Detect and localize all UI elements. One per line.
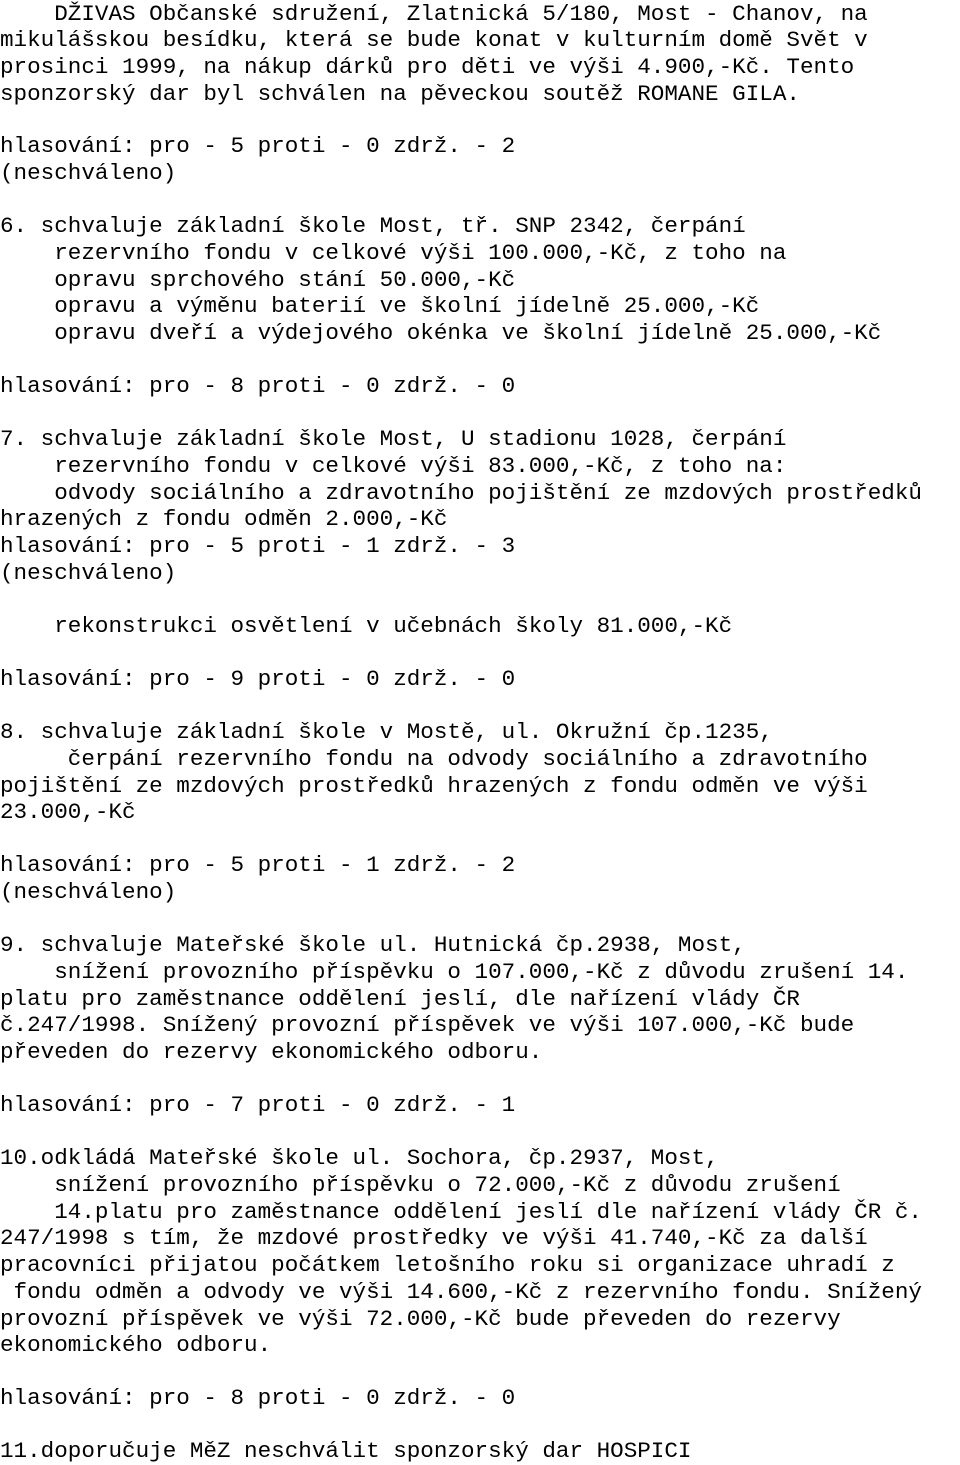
text-line: provozní příspěvek ve výši 72.000,-Kč bude převeden do rezervy xyxy=(0,1306,841,1332)
text-line: snížení provozního příspěvku o 107.000,-Kč z důvodu zrušení 14. xyxy=(0,959,909,985)
text-line: ekonomického odboru. xyxy=(0,1332,272,1358)
vote-line: hlasování: pro - 5 proti - 1 zdrž. - 2 xyxy=(0,852,516,878)
text-line: prosinci 1999, na nákup dárků pro děti ve výši 4.900,-Kč. Tento xyxy=(0,54,855,80)
text-line: opravu sprchového stání 50.000,-Kč xyxy=(0,267,516,293)
item-heading: 7. schvaluje základní škole Most, U stadionu 1028, čerpání xyxy=(0,426,787,452)
vote-line: hlasování: pro - 8 proti - 0 zdrž. - 0 xyxy=(0,373,516,399)
text-line: fondu odměn a odvody ve výši 14.600,-Kč z rezervního fondu. Snížený xyxy=(0,1279,922,1305)
vote-line: hlasování: pro - 7 proti - 0 zdrž. - 1 xyxy=(0,1092,516,1118)
item-heading: 11.doporučuje MěZ neschválit sponzorský dar HOSPICI xyxy=(0,1438,692,1464)
text-line: rezervního fondu v celkové výši 83.000,-Kč, z toho na: xyxy=(0,453,787,479)
text-line: 14.platu pro zaměstnance oddělení jeslí dle nařízení vlády ČR č. xyxy=(0,1199,922,1225)
text-line: odvody sociálního a zdravotního pojištění ze mzdových prostředků xyxy=(0,480,922,506)
vote-line: hlasování: pro - 5 proti - 0 zdrž. - 2 xyxy=(0,133,516,159)
text-line: platu pro zaměstnance oddělení jeslí, dle nařízení vlády ČR xyxy=(0,986,800,1012)
text-line: 23.000,-Kč xyxy=(0,799,136,825)
text-line: 247/1998 s tím, že mzdové prostředky ve výši 41.740,-Kč za další xyxy=(0,1225,868,1251)
text-line: pojištění ze mzdových prostředků hrazených z fondu odměn ve výši xyxy=(0,773,868,799)
item-heading: 8. schvaluje základní škole v Mostě, ul. Okružní čp.1235, xyxy=(0,719,773,745)
item-heading: 6. schvaluje základní škole Most, tř. SNP 2342, čerpání xyxy=(0,213,746,239)
vote-line: hlasování: pro - 8 proti - 0 zdrž. - 0 xyxy=(0,1385,516,1411)
text-line: čerpání rezervního fondu na odvody sociálního a zdravotního xyxy=(0,746,868,772)
vote-result: (neschváleno) xyxy=(0,879,177,905)
item-heading: 10.odkládá Mateřské škole ul. Sochora, čp.2937, Most, xyxy=(0,1145,719,1171)
text-line: opravu a výměnu baterií ve školní jídelně 25.000,-Kč xyxy=(0,293,760,319)
vote-result: (neschváleno) xyxy=(0,160,177,186)
text-line: mikulášskou besídku, která se bude konat v kulturním domě Svět v xyxy=(0,27,868,53)
text-line: DŽIVAS Občanské sdružení, Zlatnická 5/180, Most - Chanov, na xyxy=(0,1,868,27)
text-line: převeden do rezervy ekonomického odboru. xyxy=(0,1039,543,1065)
text-line: snížení provozního příspěvku o 72.000,-Kč z důvodu zrušení xyxy=(0,1172,841,1198)
vote-line: hlasování: pro - 5 proti - 1 zdrž. - 3 xyxy=(0,533,516,559)
text-line: č.247/1998. Snížený provozní příspěvek ve výši 107.000,-Kč bude xyxy=(0,1012,855,1038)
text-line: rezervního fondu v celkové výši 100.000,-Kč, z toho na xyxy=(0,240,787,266)
text-line: pracovníci přijatou počátkem letošního roku si organizace uhradí z xyxy=(0,1252,895,1278)
text-line: hrazených z fondu odměn 2.000,-Kč xyxy=(0,506,448,532)
text-line: opravu dveří a výdejového okénka ve školní jídelně 25.000,-Kč xyxy=(0,320,882,346)
text-line: sponzorský dar byl schválen na pěveckou soutěž ROMANE GILA. xyxy=(0,81,800,107)
item-heading: 9. schvaluje Mateřské škole ul. Hutnická čp.2938, Most, xyxy=(0,932,746,958)
vote-line: hlasování: pro - 9 proti - 0 zdrž. - 0 xyxy=(0,666,516,692)
vote-result: (neschváleno) xyxy=(0,560,177,586)
text-line: rekonstrukci osvětlení v učebnách školy 81.000,-Kč xyxy=(0,613,733,639)
